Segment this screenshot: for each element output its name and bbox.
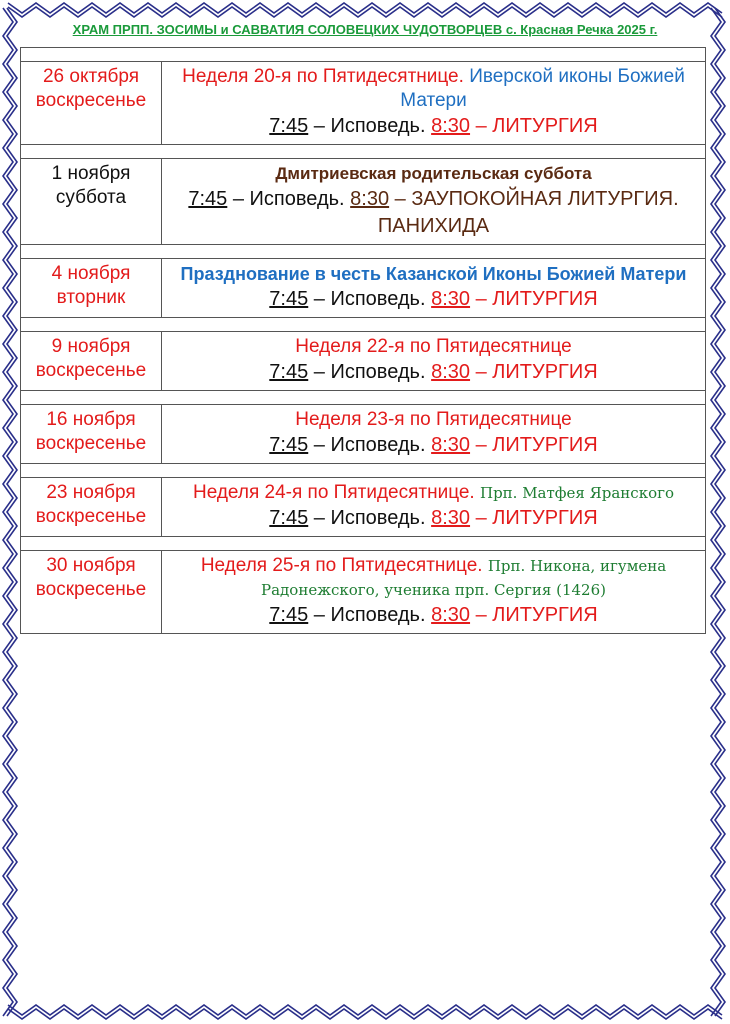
table-row (21, 259, 706, 318)
weekday-text: суббота (55, 187, 127, 208)
confession-label: – Исповедь. (313, 361, 426, 383)
date-text: 30 ноября (46, 555, 136, 576)
date-cell (21, 551, 162, 634)
confession-label: – Исповедь. (232, 188, 345, 210)
table-row (21, 405, 706, 464)
confession-time: 7:45 (269, 361, 309, 383)
service-cell (162, 259, 706, 318)
table-row (21, 551, 706, 634)
spacer-row (21, 318, 706, 332)
service-cell (162, 551, 706, 634)
feast-title: Неделя 20-я по Пятидесятнице. (182, 66, 464, 87)
service-time: 8:30 (350, 188, 390, 210)
service-label: – ЛИТУРГИЯ (475, 604, 598, 626)
date-cell (21, 332, 162, 391)
service-cell (162, 332, 706, 391)
confession-time: 7:45 (188, 188, 228, 210)
date-cell (21, 405, 162, 464)
table-row (21, 332, 706, 391)
confession-label: – Исповедь. (313, 507, 426, 529)
date-text: 9 ноября (51, 336, 131, 357)
feast-title: Неделя 24-я по Пятидесятнице. (192, 482, 475, 503)
service-label: – ЛИТУРГИЯ (475, 288, 598, 310)
date-cell (21, 159, 162, 245)
spacer-row (21, 391, 706, 405)
confession-time: 7:45 (269, 288, 309, 310)
confession-time: 7:45 (269, 604, 309, 626)
spacer-row (21, 48, 706, 62)
service-time: 8:30 (431, 361, 471, 383)
date-text: 16 ноября (46, 409, 136, 430)
feast-title: Празднование в честь Казанской Иконы Божией Матери (180, 264, 687, 284)
saint-subtitle: Прп. Никона, игумена Радонежского, ученика прп. Сергия (1426) (261, 557, 667, 599)
date-text: 4 ноября (51, 263, 131, 284)
service-label: – ЛИТУРГИЯ (475, 361, 598, 383)
table-row (21, 62, 706, 145)
feast-title: Неделя 23-я по Пятидесятнице (295, 409, 572, 430)
feast-title: Неделя 25-я по Пятидесятнице. (200, 555, 483, 576)
confession-time: 7:45 (269, 115, 309, 137)
service-time: 8:30 (431, 604, 471, 626)
weekday-text: вторник (56, 287, 126, 308)
spacer-row (21, 145, 706, 159)
service-cell (162, 159, 706, 245)
service-label: – ЛИТУРГИЯ (475, 507, 598, 529)
service-cell (162, 62, 706, 145)
confession-label: – Исповедь. (313, 604, 426, 626)
spacer-row (21, 464, 706, 478)
service-cell (162, 405, 706, 464)
weekday-text: воскресенье (35, 433, 147, 454)
service-cell (162, 478, 706, 537)
service-time: 8:30 (431, 434, 471, 456)
spacer-row (21, 537, 706, 551)
date-text: 1 ноября (51, 163, 131, 184)
date-text: 23 ноября (46, 482, 136, 503)
table-row (21, 478, 706, 537)
confession-time: 7:45 (269, 434, 309, 456)
date-text: 26 октября (42, 66, 140, 87)
service-label: – ЛИТУРГИЯ (475, 434, 598, 456)
schedule-table (20, 47, 706, 634)
confession-label: – Исповедь. (313, 115, 426, 137)
saint-subtitle: Прп. Матфея Яранского (479, 484, 675, 502)
service-time: 8:30 (431, 115, 471, 137)
weekday-text: воскресенье (35, 90, 147, 111)
feast-title: Дмитриевская родительская суббота (275, 164, 592, 183)
confession-label: – Исповедь. (313, 434, 426, 456)
service-time: 8:30 (431, 288, 471, 310)
confession-time: 7:45 (269, 507, 309, 529)
date-cell (21, 259, 162, 318)
table-row (21, 159, 706, 245)
weekday-text: воскресенье (35, 506, 147, 527)
weekday-text: воскресенье (35, 579, 147, 600)
service-time: 8:30 (431, 507, 471, 529)
feast-title: Неделя 22-я по Пятидесятнице (295, 336, 572, 357)
confession-label: – Исповедь. (313, 288, 426, 310)
feast-subtitle: Иверской иконы Божией Матери (400, 66, 685, 111)
service-label: – ЛИТУРГИЯ (475, 115, 598, 137)
spacer-row (21, 245, 706, 259)
date-cell (21, 62, 162, 145)
page-header: ХРАМ ПРПП. ЗОСИМЫ и САВВАТИЯ СОЛОВЕЦКИХ ЧУДОТВОРЦЕВ с. Красная Речка 2025 г. (72, 22, 658, 37)
weekday-text: воскресенье (35, 360, 147, 381)
date-cell (21, 478, 162, 537)
service-label: – ЗАУПОКОЙНАЯ ЛИТУРГИЯ. ПАНИХИДА (377, 188, 679, 237)
